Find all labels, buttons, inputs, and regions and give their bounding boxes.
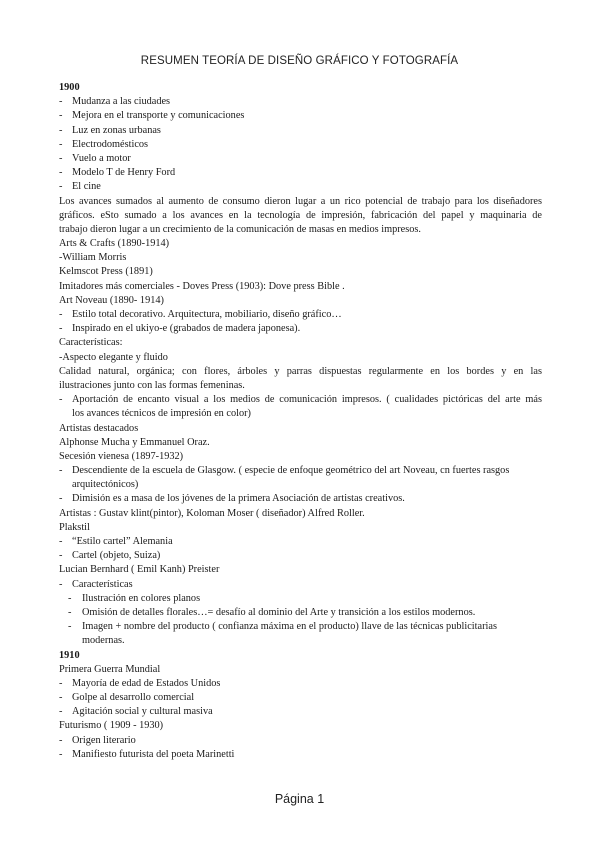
section-year-1900: 1900 [59, 82, 80, 93]
text-line: Artistas : Gustav klint(pintor), Koloman Moser ( diseñador) Alfred Roller. [59, 507, 365, 519]
list-item: - Agitación social y cultural masiva [59, 706, 213, 718]
text-line: Artistas destacados [59, 422, 139, 434]
text-line: -William Morris [59, 252, 127, 264]
list-item: - El cine [59, 181, 101, 193]
list-item: - Luz en zonas urbanas [59, 124, 161, 136]
plakstil-heading: Plakstil [59, 521, 90, 533]
list-item-continuation: arquitectónicos) [72, 479, 139, 491]
list-item: - Características [59, 578, 133, 590]
section-year-1910: 1910 [59, 649, 80, 661]
paragraph-line: ilustraciones junto con las formas femeninas. [59, 379, 245, 391]
text-line: Kelmscot Press (1891) [59, 266, 153, 278]
document-body [59, 81, 542, 762]
paragraph-line: Calidad natural, orgánica; con flores, árboles y parras dispuestas regularmente en los bordes y en las [59, 365, 542, 377]
page-number: Página 1 [274, 792, 325, 806]
text-line: Características: [59, 337, 123, 349]
list-item: - “Estilo cartel” Alemania [59, 536, 173, 547]
text-line: -Aspecto elegante y fluido [59, 351, 168, 363]
sub-list-item-continuation: modernas. [82, 635, 125, 647]
list-item: - Mejora en el transporte y comunicaciones [59, 110, 245, 122]
paragraph-line: Los avances sumados al aumento de consumo dieron lugar a un rico potencial de trabajo para los diseñadores [59, 195, 542, 207]
text-line: Alphonse Mucha y Emmanuel Oraz. [59, 436, 210, 448]
list-item: - Cartel (objeto, Suiza) [59, 550, 161, 562]
list-item: - Modelo T de Henry Ford [59, 167, 176, 179]
list-item: - Manifiesto futurista del poeta Marinetti [59, 748, 235, 760]
paragraph-line: gráficos. eSto sumado a los avances en la tecnología de impresión, fabricación del papel y maquinaria de [59, 209, 542, 221]
list-item: - Origen literario [59, 734, 136, 746]
list-item: - Mudanza a las ciudades [59, 96, 171, 108]
text-line: Imitadores más comerciales - Doves Press (1903): Dove press Bible . [59, 280, 345, 292]
list-item: - Inspirado en el ukiyo-e (grabados de madera japonesa). [59, 323, 301, 335]
sub-list-item: - Imagen + nombre del producto ( confianza máxima en el producto) llave de las técnicas publicitarias [68, 621, 497, 633]
list-item: - Dimisión es a masa de los jóvenes de la primera Asociación de artistas creativos. [59, 493, 405, 505]
text-line: Lucian Bernhard ( Emil Kanh) Preister [59, 564, 220, 576]
list-item: - Mayoría de edad de Estados Unidos [59, 677, 221, 689]
list-item-continuation: los avances técnicos de impresión en color) [72, 408, 251, 420]
paragraph-line: trabajo dieron lugar a un crecimiento de la comunicación de masas en medios impresos. [59, 223, 421, 235]
text-line: Primera Guerra Mundial [59, 663, 161, 675]
sub-list-item: - Omisión de detalles florales…= desafío al dominio del Arte y transición a los estilos modernos. [68, 606, 476, 618]
secesion-heading: Secesión vienesa (1897-1932) [59, 450, 184, 462]
list-item: - Electrodomésticos [59, 138, 149, 150]
art-noveau-heading: Art Noveau (1890- 1914) [59, 294, 164, 306]
list-item: - Vuelo a motor [59, 152, 131, 164]
list-item: - Golpe al desarrollo comercial [59, 692, 195, 704]
arts-crafts-heading: Arts & Crafts (1890-1914) [59, 238, 170, 250]
list-item: - Aportación de encanto visual a los medios de comunicación impresos. ( cualidades pictóricas del arte más [59, 394, 542, 406]
document-title: RESUMEN TEORÍA DE DISEÑO GRÁFICO Y FOTOGRAFÍA [140, 55, 459, 67]
sub-list-item: - Ilustración en colores planos [68, 592, 201, 604]
list-item: - Descendiente de la escuela de Glasgow. ( especie de enfoque geométrico del art Noveau, cn fuertes rasgos [59, 465, 510, 477]
list-item: - Estilo total decorativo. Arquitectura, mobiliario, diseño gráfico… [59, 309, 342, 320]
futurismo-heading: Futurismo ( 1909 - 1930) [59, 720, 164, 732]
